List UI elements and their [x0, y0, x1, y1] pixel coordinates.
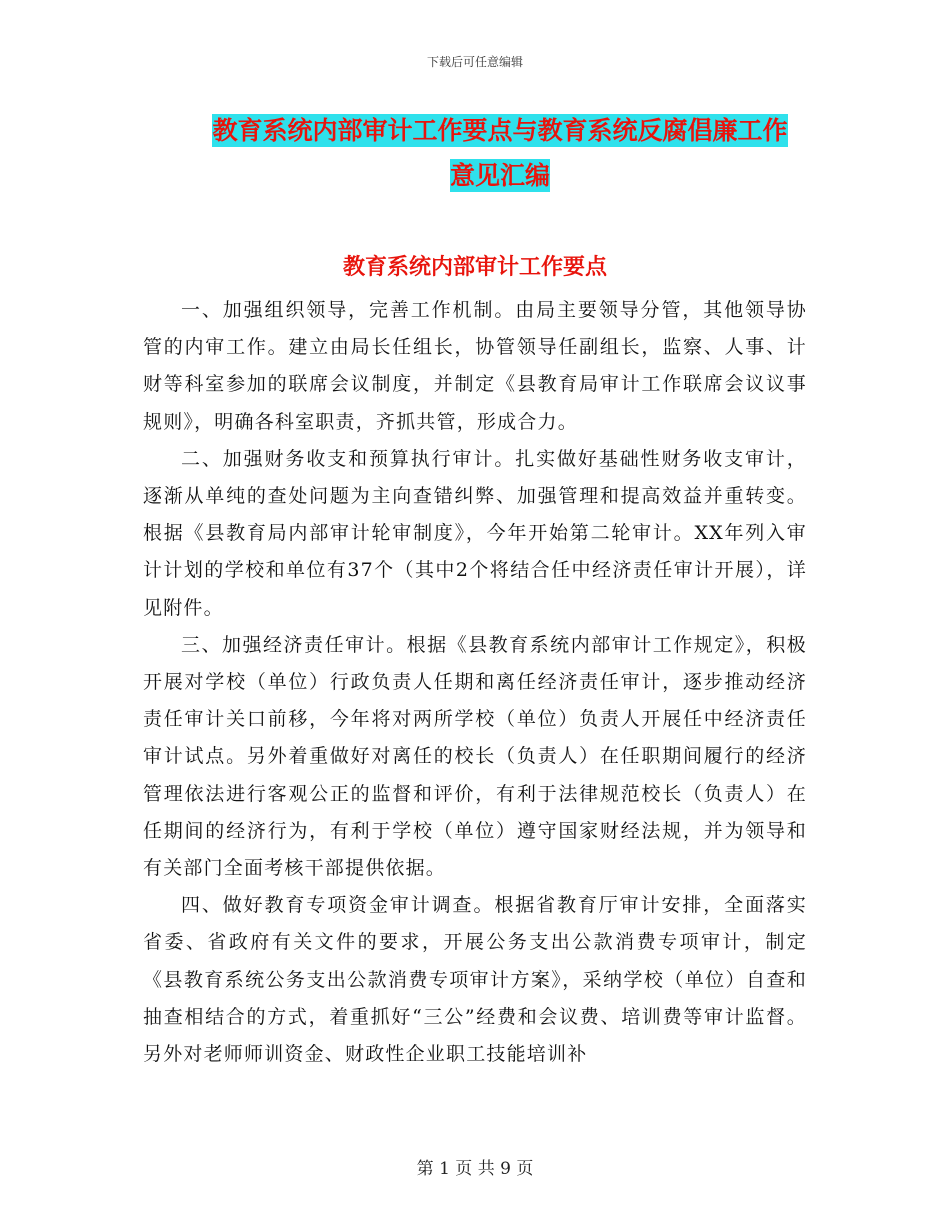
document-body: [143, 292, 807, 1073]
paragraph-1: 一、加强组织领导，完善工作机制。由局主要领导分管，其他领导协管的内审工作。建立由局长任组长，协管领导任副组长，监察、人事、计财等科室参加的联席会议制度，并制定《县教育局审计工作联席会议议事规则》，明确各科室职责，齐抓共管，形成合力。: [143, 299, 807, 433]
section-title: 教育系统内部审计工作要点: [342, 255, 607, 280]
page-footer: 第 1 页 共 9 页: [416, 1159, 534, 1179]
paragraph-4: 四、做好教育专项资金审计调查。根据省教育厅审计安排，全面落实省委、省政府有关文件的要求，开展公务支出公款消费专项审计，制定《县教育系统公务支出公款消费专项审计方案》，采纳学校（单位）自查和抽查相结合的方式，着重抓好“三公”经费和会议费、培训费等审计监督。另外对老师师训资金、财政性企业职工技能培训补: [143, 894, 807, 1066]
header-note: 下载后可任意编辑: [426, 55, 523, 69]
document-title-line-1: 教育系统内部审计工作要点与教育系统反腐倡廉工作: [212, 116, 788, 145]
document-title: [150, 108, 850, 198]
paragraph-3: 三、加强经济责任审计。根据《县教育系统内部审计工作规定》，积极开展对学校（单位）行政负责人任期和离任经济责任审计，逐步推动经济责任审计关口前移，今年将对两所学校（单位）负责人开展任中经济责任审计试点。另外着重做好对离任的校长（负责人）在任职期间履行的经济管理依法进行客观公正的监督和评价，有利于法律规范校长（负责人）在任期间的经济行为，有利于学校（单位）遵守国家财经法规，并为领导和有关部门全面考核干部提供依据。: [143, 633, 807, 880]
document-title-line-2: 意见汇编: [449, 161, 550, 190]
paragraph-2: 二、加强财务收支和预算执行审计。扎实做好基础性财务收支审计，逐渐从单纯的查处问题为主向查错纠弊、加强管理和提高效益并重转变。根据《县教育局内部审计轮审制度》，今年开始第二轮审计。XX年列入审计计划的学校和单位有37个（其中2个将结合任中经济责任审计开展），详见附件。: [143, 447, 807, 619]
